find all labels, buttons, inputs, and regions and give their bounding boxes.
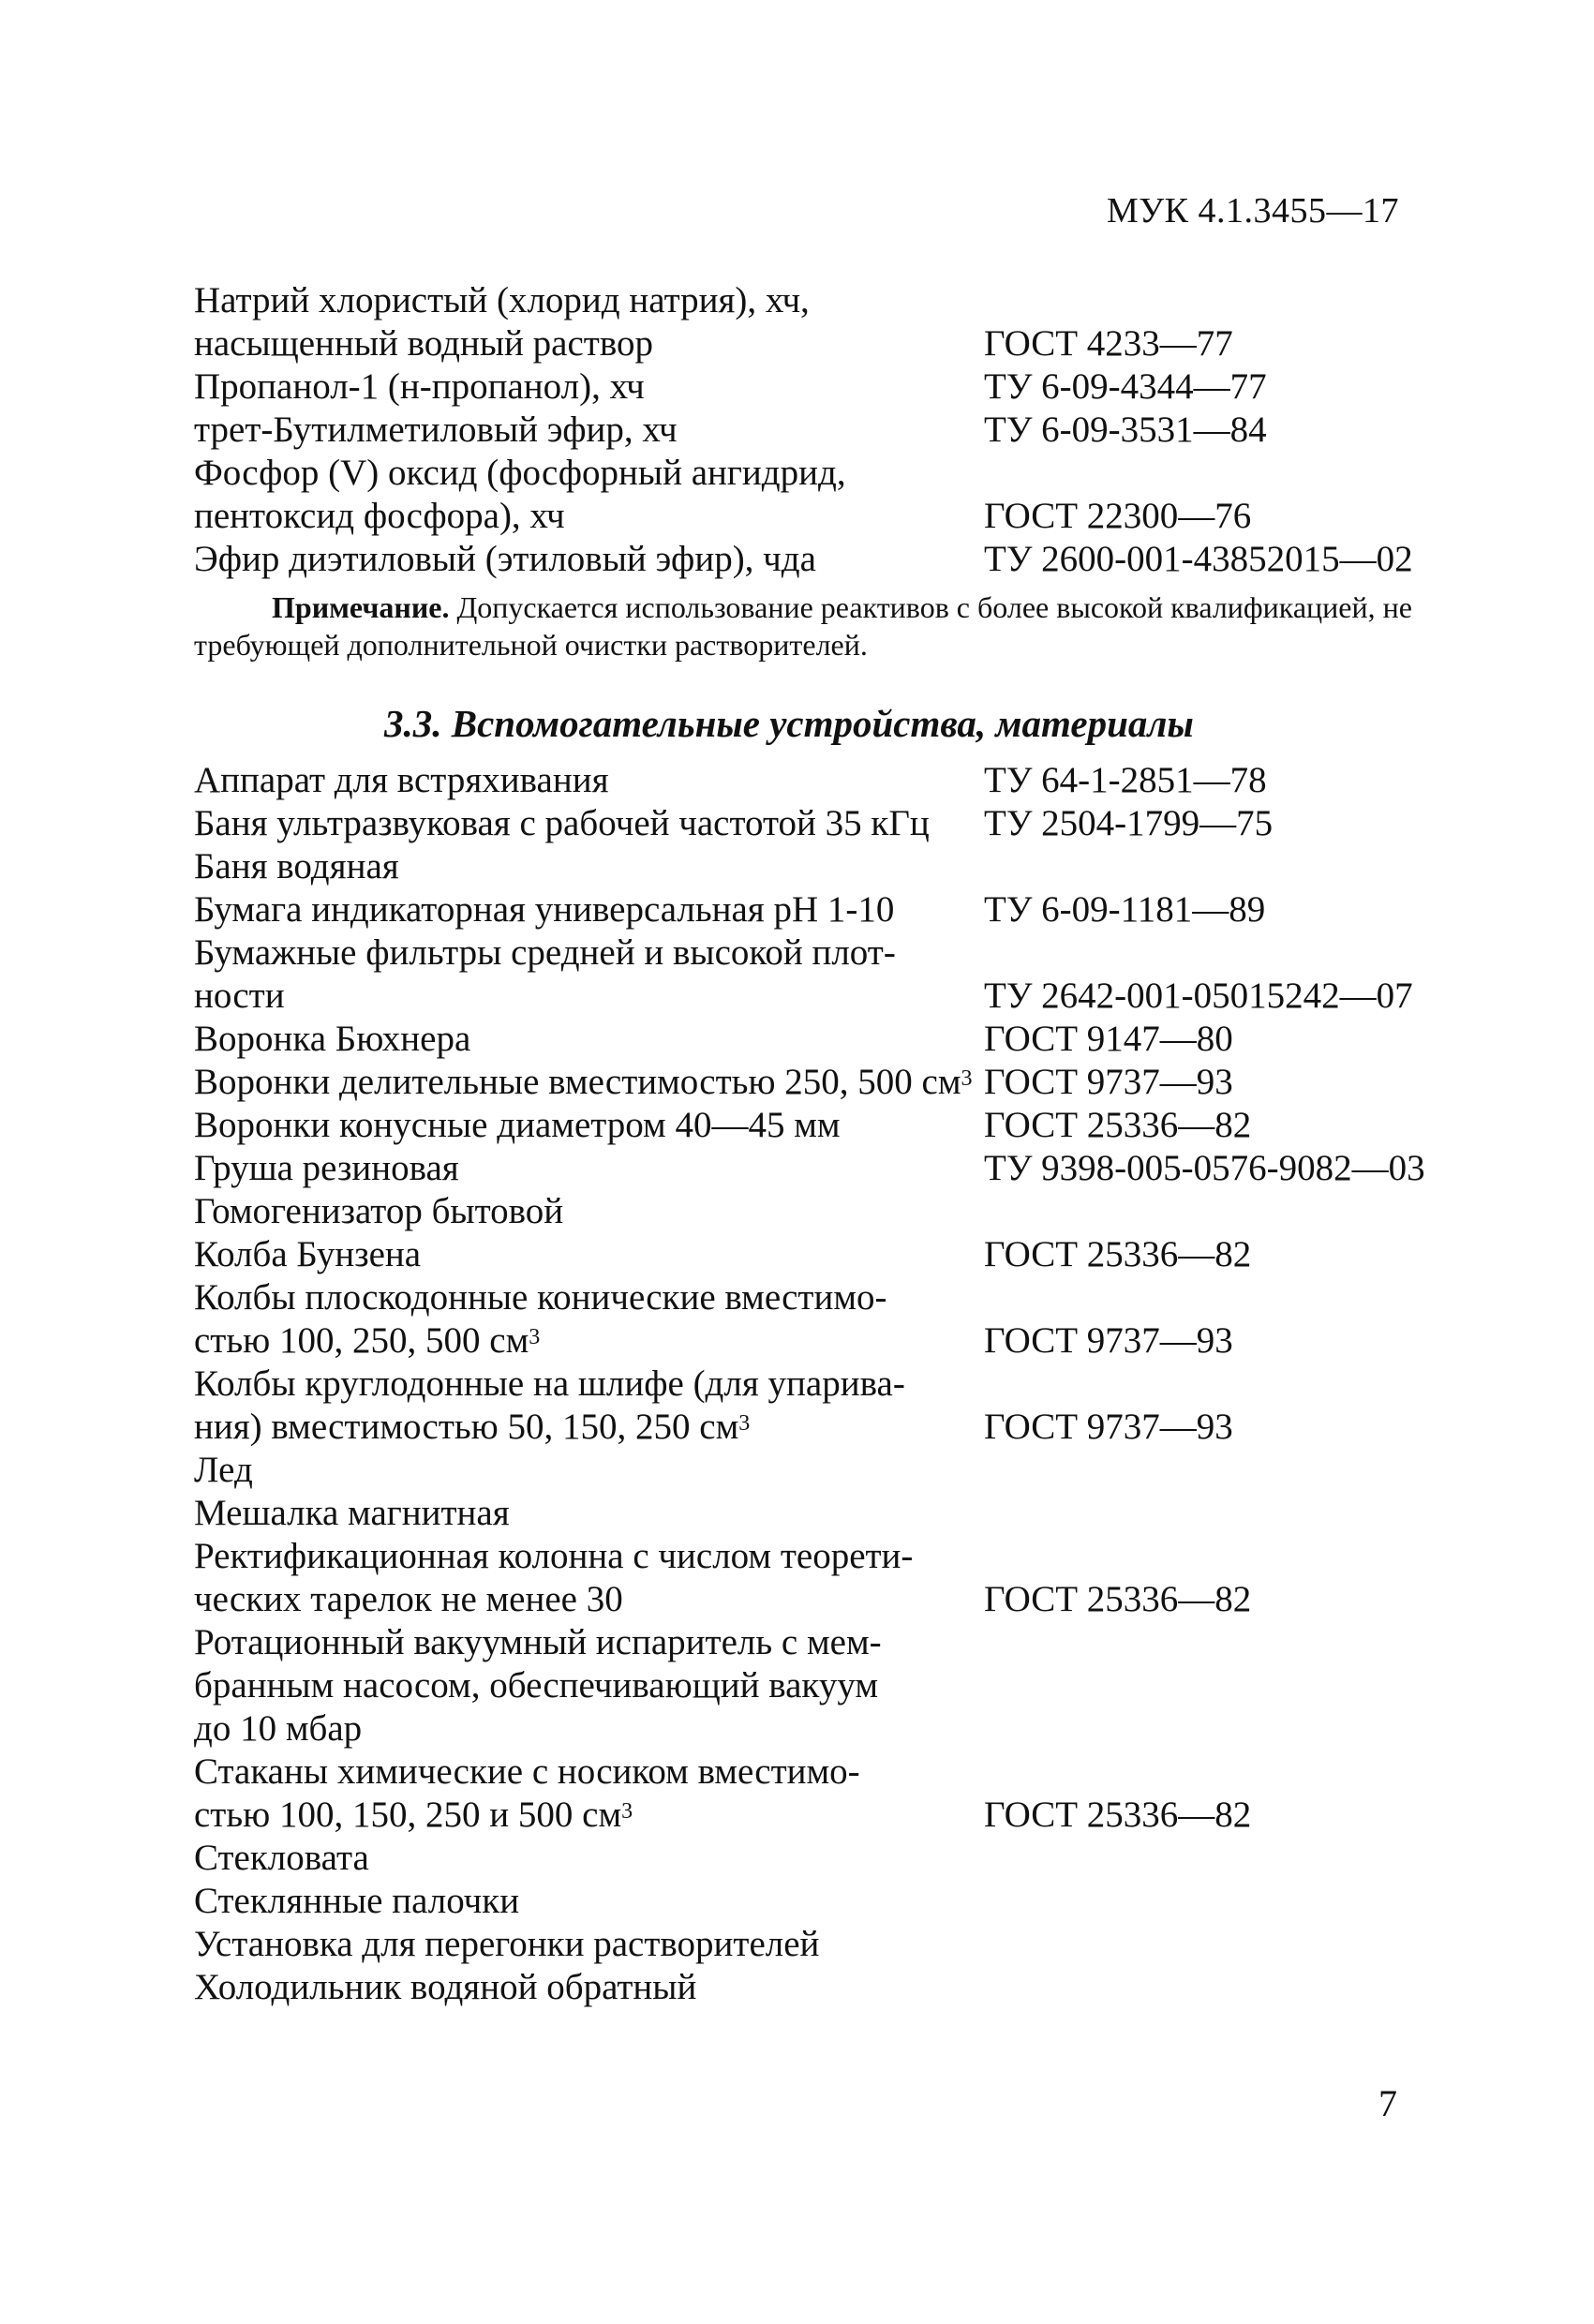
item-name-text: Холодильник водяной обратный [194, 1967, 697, 2007]
item-name [194, 759, 984, 802]
item-name-text: Груша резиновая [194, 1148, 459, 1188]
item-name-text: Воронки конусные диаметром 40—45 мм [194, 1105, 841, 1145]
list-item [194, 1837, 1506, 1880]
item-name [194, 1363, 984, 1449]
item-name-text: Лед [194, 1450, 253, 1490]
document-code: МУК 4.1.3455—17 [1106, 191, 1399, 231]
list-item [194, 1923, 1506, 1966]
list-item [194, 802, 1506, 845]
list-item [194, 931, 1506, 1018]
item-name-text: Баня водяная [194, 846, 399, 886]
superscript: 3 [529, 1325, 541, 1349]
item-name [194, 845, 984, 888]
item-name-text: Бумажные фильтры средней и высокой плот- ности [194, 932, 896, 1016]
item-name-text: Ротационный вакуумный испаритель с мем- бранным насосом, обеспечивающий вакуум до 10 мбар [194, 1622, 882, 1749]
list-item [194, 1880, 1506, 1923]
item-name [194, 1750, 984, 1837]
list-item [194, 279, 1506, 365]
item-name [194, 1535, 984, 1621]
item-name [194, 1233, 984, 1276]
item-name [194, 1492, 984, 1535]
note-lead: Примечание. [272, 590, 450, 624]
item-standard-code: ТУ 6-09-1181—89 [984, 889, 1266, 930]
item-standard-code: ГОСТ 9147—80 [984, 1019, 1233, 1059]
item-name-text: Установка для перегонки растворителей [194, 1924, 820, 1964]
item-name-text: Колбы плоскодонные конические вместимо- стью 100, 250, 500 см [194, 1277, 887, 1361]
item-name [194, 888, 984, 931]
item-name-text: Колба Бунзена [194, 1234, 422, 1274]
superscript: 3 [961, 1066, 973, 1091]
item-name [194, 1923, 984, 1966]
item-name-text: трет-Бутилметиловый эфир, хч [194, 410, 678, 450]
list-item [194, 1104, 1506, 1147]
item-standard-code: ГОСТ 9737—93 [984, 1320, 1233, 1361]
list-item [194, 1492, 1506, 1535]
list-item [194, 845, 1506, 888]
item-name [194, 1104, 984, 1147]
list-item [194, 1061, 1506, 1104]
item-standard-code: ТУ 64-1-2851—78 [984, 760, 1267, 800]
devices-list [194, 759, 1506, 2009]
item-name [194, 365, 984, 409]
item-name [194, 279, 984, 365]
item-name [194, 1880, 984, 1923]
list-item [194, 1233, 1506, 1276]
list-item [194, 1750, 1506, 1837]
item-name-text: Стаканы химические с носиком вместимо- стью 100, 150, 250 и 500 см [194, 1751, 860, 1835]
list-item [194, 1018, 1506, 1061]
list-item [194, 1147, 1506, 1190]
list-item [194, 452, 1506, 538]
item-name-text: Воронка Бюхнера [194, 1019, 471, 1059]
item-name-text: Стеклянные палочки [194, 1881, 520, 1921]
item-standard-code: ГОСТ 25336—82 [984, 1579, 1252, 1619]
item-name [194, 452, 984, 538]
item-name-text: Аппарат для встряхивания [194, 760, 609, 800]
item-name [194, 1147, 984, 1190]
item-standard-code: ТУ 2642-001-05015242—07 [984, 976, 1413, 1016]
list-item [194, 888, 1506, 931]
list-item [194, 1621, 1506, 1750]
item-name-text: Стекловата [194, 1838, 369, 1878]
item-name-text: Эфир диэтиловый (этиловый эфир), чда [194, 539, 816, 579]
list-item [194, 1190, 1506, 1233]
item-name [194, 1018, 984, 1061]
superscript: 3 [738, 1411, 751, 1436]
item-name [194, 1449, 984, 1492]
item-name [194, 1621, 984, 1750]
item-standard-code: ГОСТ 25336—82 [984, 1105, 1252, 1145]
item-name [194, 1966, 984, 2009]
item-name-text: Баня ультразвуковая с рабочей частотой 35 кГц [194, 803, 930, 843]
item-name [194, 1190, 984, 1233]
list-item [194, 1535, 1506, 1621]
section-title: 3.3. Вспомогательные устройства, материалы [384, 702, 1194, 745]
item-name-text: Натрий хлористый (хлорид натрия), хч, насыщенный водный раствор [194, 280, 810, 364]
list-item [194, 1363, 1506, 1449]
item-name [194, 1061, 984, 1104]
item-standard-code: ГОСТ 9737—93 [984, 1062, 1233, 1102]
item-name-text: Гомогенизатор бытовой [194, 1191, 564, 1231]
item-name [194, 1837, 984, 1880]
reagents-list [194, 279, 1506, 581]
item-name [194, 538, 984, 581]
item-name-text: Фосфор (V) оксид (фосфорный ангидрид, пентоксид фосфора), хч [194, 453, 846, 536]
page-number: 7 [1378, 2082, 1397, 2124]
item-name-text: Бумага индикаторная универсальная рН 1-10 [194, 889, 895, 930]
item-name-text: Колбы круглодонные на шлифе (для упарива- ния) вместимостью 50, 150, 250 см [194, 1363, 905, 1447]
item-name-text: Воронки делительные вместимостью 250, 500 см [194, 1062, 961, 1102]
note-text: Допускается использование реактивов с более высокой квалификацией, не требующей дополнительной очистки растворителей. [194, 590, 1412, 662]
item-name-text: Ректификационная колонна с числом теорети- ческих тарелок не менее 30 [194, 1536, 914, 1619]
item-name-text: Пропанол-1 (н-пропанол), хч [194, 366, 645, 407]
item-standard-code: ТУ 6-09-4344—77 [984, 366, 1267, 407]
item-standard-code: ТУ 9398-005-0576-9082—03 [984, 1148, 1425, 1188]
superscript: 3 [621, 1799, 633, 1824]
item-standard-code: ГОСТ 25336—82 [984, 1795, 1252, 1835]
note-paragraph [194, 588, 1412, 663]
item-name [194, 931, 984, 1018]
list-item [194, 759, 1506, 802]
list-item [194, 1966, 1506, 2009]
item-name-text: Мешалка магнитная [194, 1493, 510, 1533]
item-standard-code: ТУ 6-09-3531—84 [984, 410, 1267, 450]
item-name [194, 1276, 984, 1363]
item-standard-code: ГОСТ 22300—76 [984, 496, 1252, 536]
item-standard-code: ТУ 2600-001-43852015—02 [984, 539, 1413, 579]
list-item [194, 409, 1506, 452]
list-item [194, 1449, 1506, 1492]
list-item [194, 538, 1506, 581]
item-standard-code: ГОСТ 4233—77 [984, 323, 1233, 364]
item-standard-code: ГОСТ 25336—82 [984, 1234, 1252, 1274]
item-name [194, 802, 984, 845]
item-name [194, 409, 984, 452]
item-standard-code: ТУ 2504-1799—75 [984, 803, 1274, 843]
item-standard-code: ГОСТ 9737—93 [984, 1407, 1233, 1447]
list-item [194, 1276, 1506, 1363]
list-item [194, 365, 1506, 409]
